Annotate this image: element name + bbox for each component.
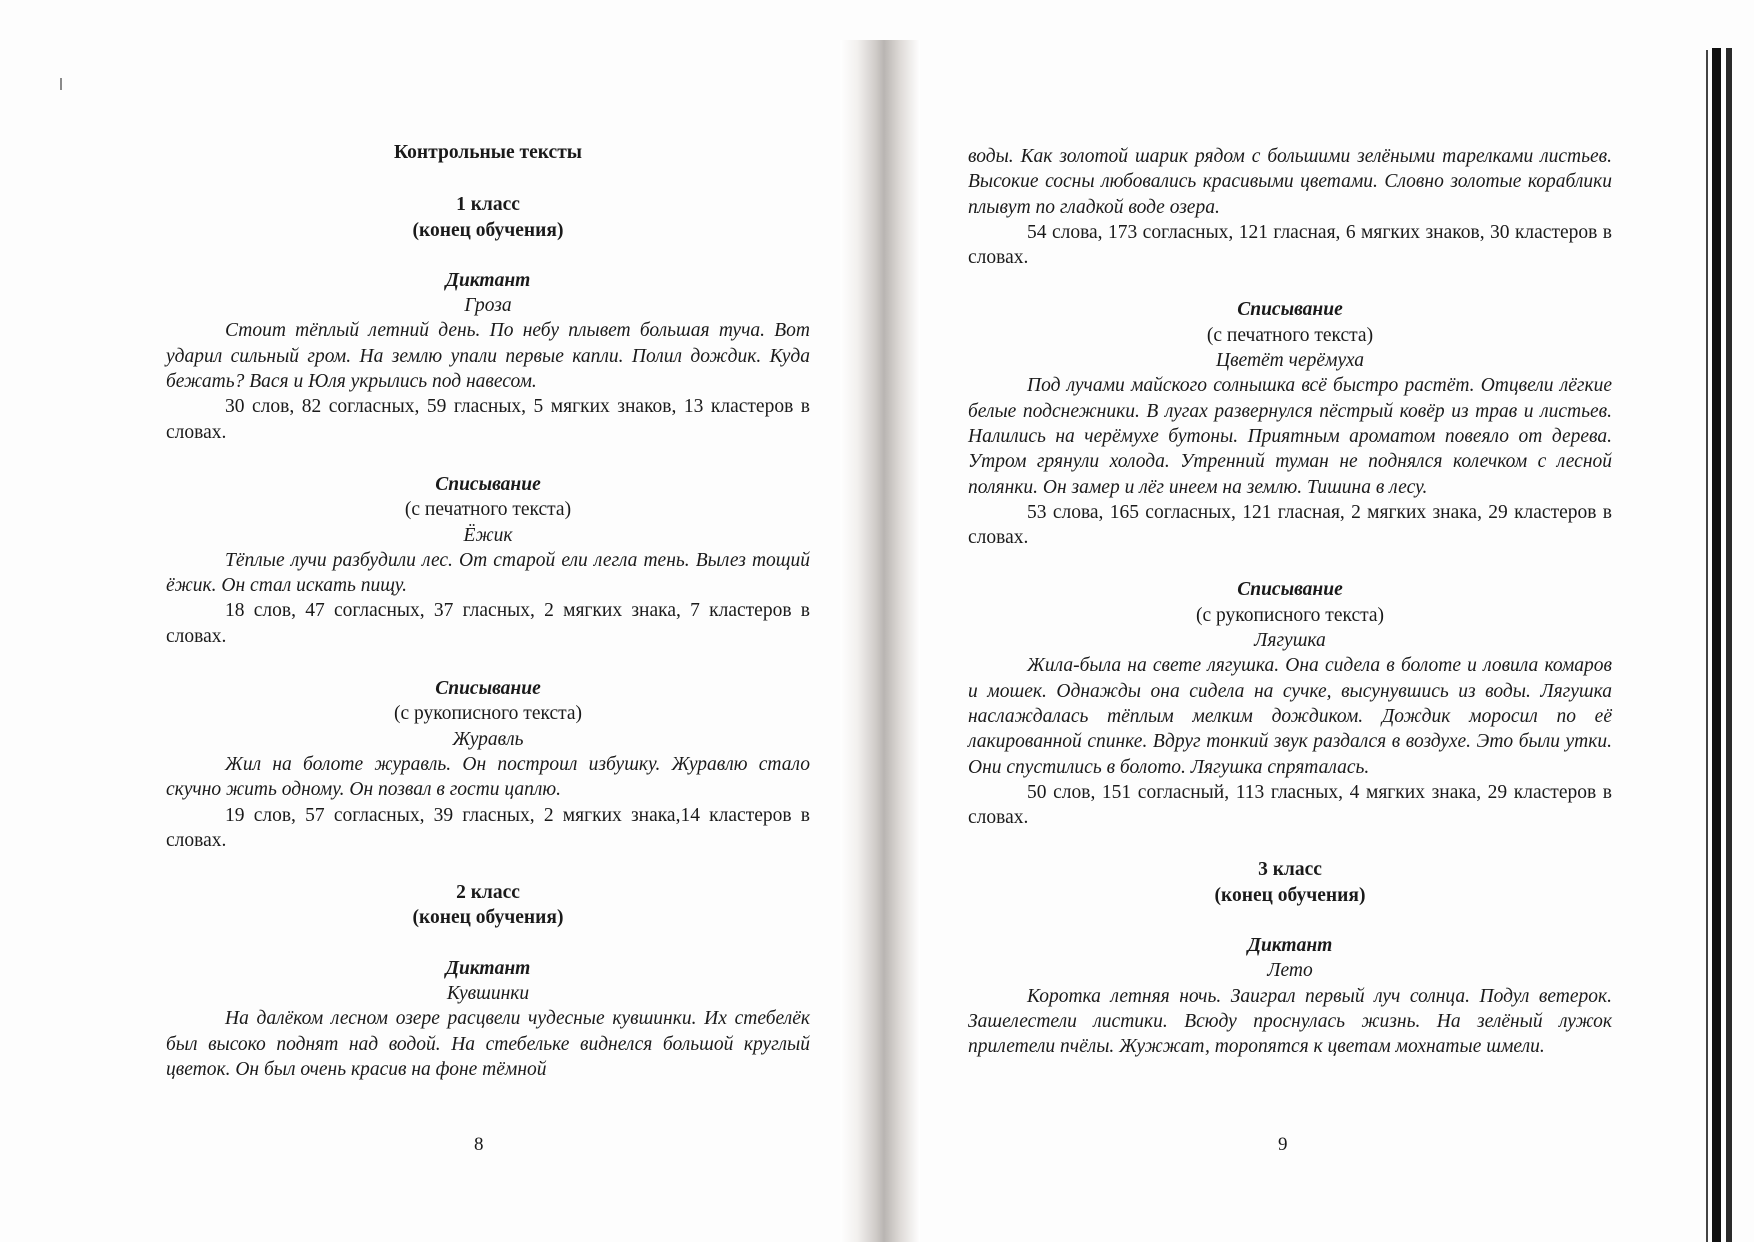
grade1-dictation-stats: 30 слов, 82 согласных, 59 гласных, 5 мягких знаков, 13 кластеров в словах.: [166, 396, 810, 443]
page-edge-shadow: [1712, 48, 1721, 1242]
right-page: [968, 144, 1612, 1060]
grade3-title: 3 класс: [1258, 859, 1322, 881]
copy-print-name: Цветёт черёмуха: [1216, 350, 1364, 372]
copy-print-stats: 53 слова, 165 согласных, 121 гласная, 2 мягких знака, 29 кластеров в словах.: [968, 501, 1612, 549]
continuation-text: воды. Как золотой шарик рядом с большими зелёными тарелками листьев. Высокие сосны любовались красивыми цветами. Словно золотые кораблики плывут по гладкой воде озера.: [968, 146, 1612, 218]
grade1-copy-hand-stats: 19 слов, 57 согласных, 39 гласных, 2 мягких знака,14 кластеров в словах.: [166, 804, 810, 851]
copy-print-heading: Списывание: [1237, 299, 1343, 321]
page-edge-shadow-2: [1726, 48, 1732, 1242]
grade1-copy-hand-source: (с рукописного текста): [393, 703, 583, 725]
scan-speck: [60, 78, 62, 90]
grade1-subtitle: (конец обучения): [412, 219, 564, 241]
page-edge-line: [1706, 50, 1708, 1242]
grade2-dictation-heading: Диктант: [445, 957, 531, 979]
left-page: [166, 140, 810, 1082]
grade3-dictation-heading: Диктант: [1247, 935, 1333, 957]
book-spine-shadow: [840, 40, 920, 1242]
grade3-subtitle: (конец обучения): [1214, 884, 1366, 906]
section-title: Контрольные тексты: [394, 142, 582, 163]
grade3-dictation-name: Лето: [1267, 960, 1313, 982]
grade1-dictation-name: Гроза: [464, 295, 512, 317]
page-number-left: 8: [474, 1134, 484, 1155]
grade1-copy-hand-text: Жил на болоте журавль. Он построил избушку. Журавлю стало скучно жить одному. Он позвал в гости цаплю.: [166, 753, 810, 801]
continuation-stats: 54 слова, 173 согласных, 121 гласная, 6 мягких знаков, 30 кластеров в словах.: [968, 221, 1612, 269]
page-number-right: 9: [1278, 1134, 1288, 1155]
copy-hand-name: Лягушка: [1254, 630, 1326, 652]
grade1-copy-print-heading: Списывание: [435, 473, 541, 495]
grade1-copy-hand-name: Журавль: [452, 728, 524, 750]
grade1-copy-print-source: (с печатного текста): [404, 499, 572, 521]
grade2-subtitle: (конец обучения): [412, 907, 564, 929]
grade3-dictation-text: Коротка летняя ночь. Заиграл первый луч солнца. Подул ветерок. Зашелестели листики. Всюду проснулась жизнь. На зелёный лужок прилетели пчёлы. Жужжат, торопятся к цветам мохнатые шмели.: [968, 985, 1612, 1058]
copy-print-source: (с печатного текста): [1206, 324, 1374, 346]
copy-hand-text: Жила-была на свете лягушка. Она сидела в болоте и ловила комаров и мошек. Однажды она сидела на сучке, высунувшись из воды. Лягушка наслаждалась тёплым мелким дождиком. Дождик моросил по её лакированной спинке. Вдруг тонкий звук раздался в воздухе. Это были утки. Они спустились в болото. Лягушка спряталась.: [968, 655, 1612, 778]
grade1-copy-print-name: Ёжик: [463, 524, 513, 546]
grade1-dictation-heading: Диктант: [445, 269, 531, 291]
grade2-dictation-text: На далёком лесном озере расцвели чудесные кувшинки. Их стебелёк был высоко поднят над водой. На стебельке виднелся большой круглый цветок. Он был очень красив на фоне тёмной: [166, 1008, 810, 1080]
grade2-title: 2 класс: [456, 882, 520, 904]
copy-hand-stats: 50 слов, 151 согласный, 113 гласных, 4 мягких знака, 29 кластеров в словах.: [968, 781, 1612, 829]
grade1-dictation-text: Стоит тёплый летний день. По небу плывет большая туча. Вот ударил сильный гром. На землю упали первые капли. Полил дождик. Куда бежать? Вася и Юля укрылись под навесом.: [166, 320, 810, 393]
grade1-copy-print-stats: 18 слов, 47 согласных, 37 гласных, 2 мягких знака, 7 кластеров в словах.: [166, 600, 810, 647]
copy-hand-source: (с рукописного текста): [1195, 604, 1385, 626]
grade1-copy-hand-heading: Списывание: [435, 678, 541, 700]
grade1-title: 1 класс: [456, 194, 520, 216]
grade1-copy-print-text: Тёплые лучи разбудили лес. От старой ели легла тень. Вылез тощий ёжик. Он стал искать пищу.: [166, 549, 810, 597]
copy-print-text: Под лучами майского солнышка всё быстро растёт. Отцвели лёгкие белые подснежники. В лугах развернулся пёстрый ковёр из трав и листьев. Налились на черёмухе бутоны. Приятным ароматом повеяло от дерева. Утром грянули холода. Утренний туман не поднялся колечком с лесной полянки. Он замер и лёг инеем на землю. Тишина в лесу.: [968, 375, 1612, 498]
grade2-dictation-name: Кувшинки: [446, 983, 530, 1005]
copy-hand-heading: Списывание: [1237, 579, 1343, 601]
